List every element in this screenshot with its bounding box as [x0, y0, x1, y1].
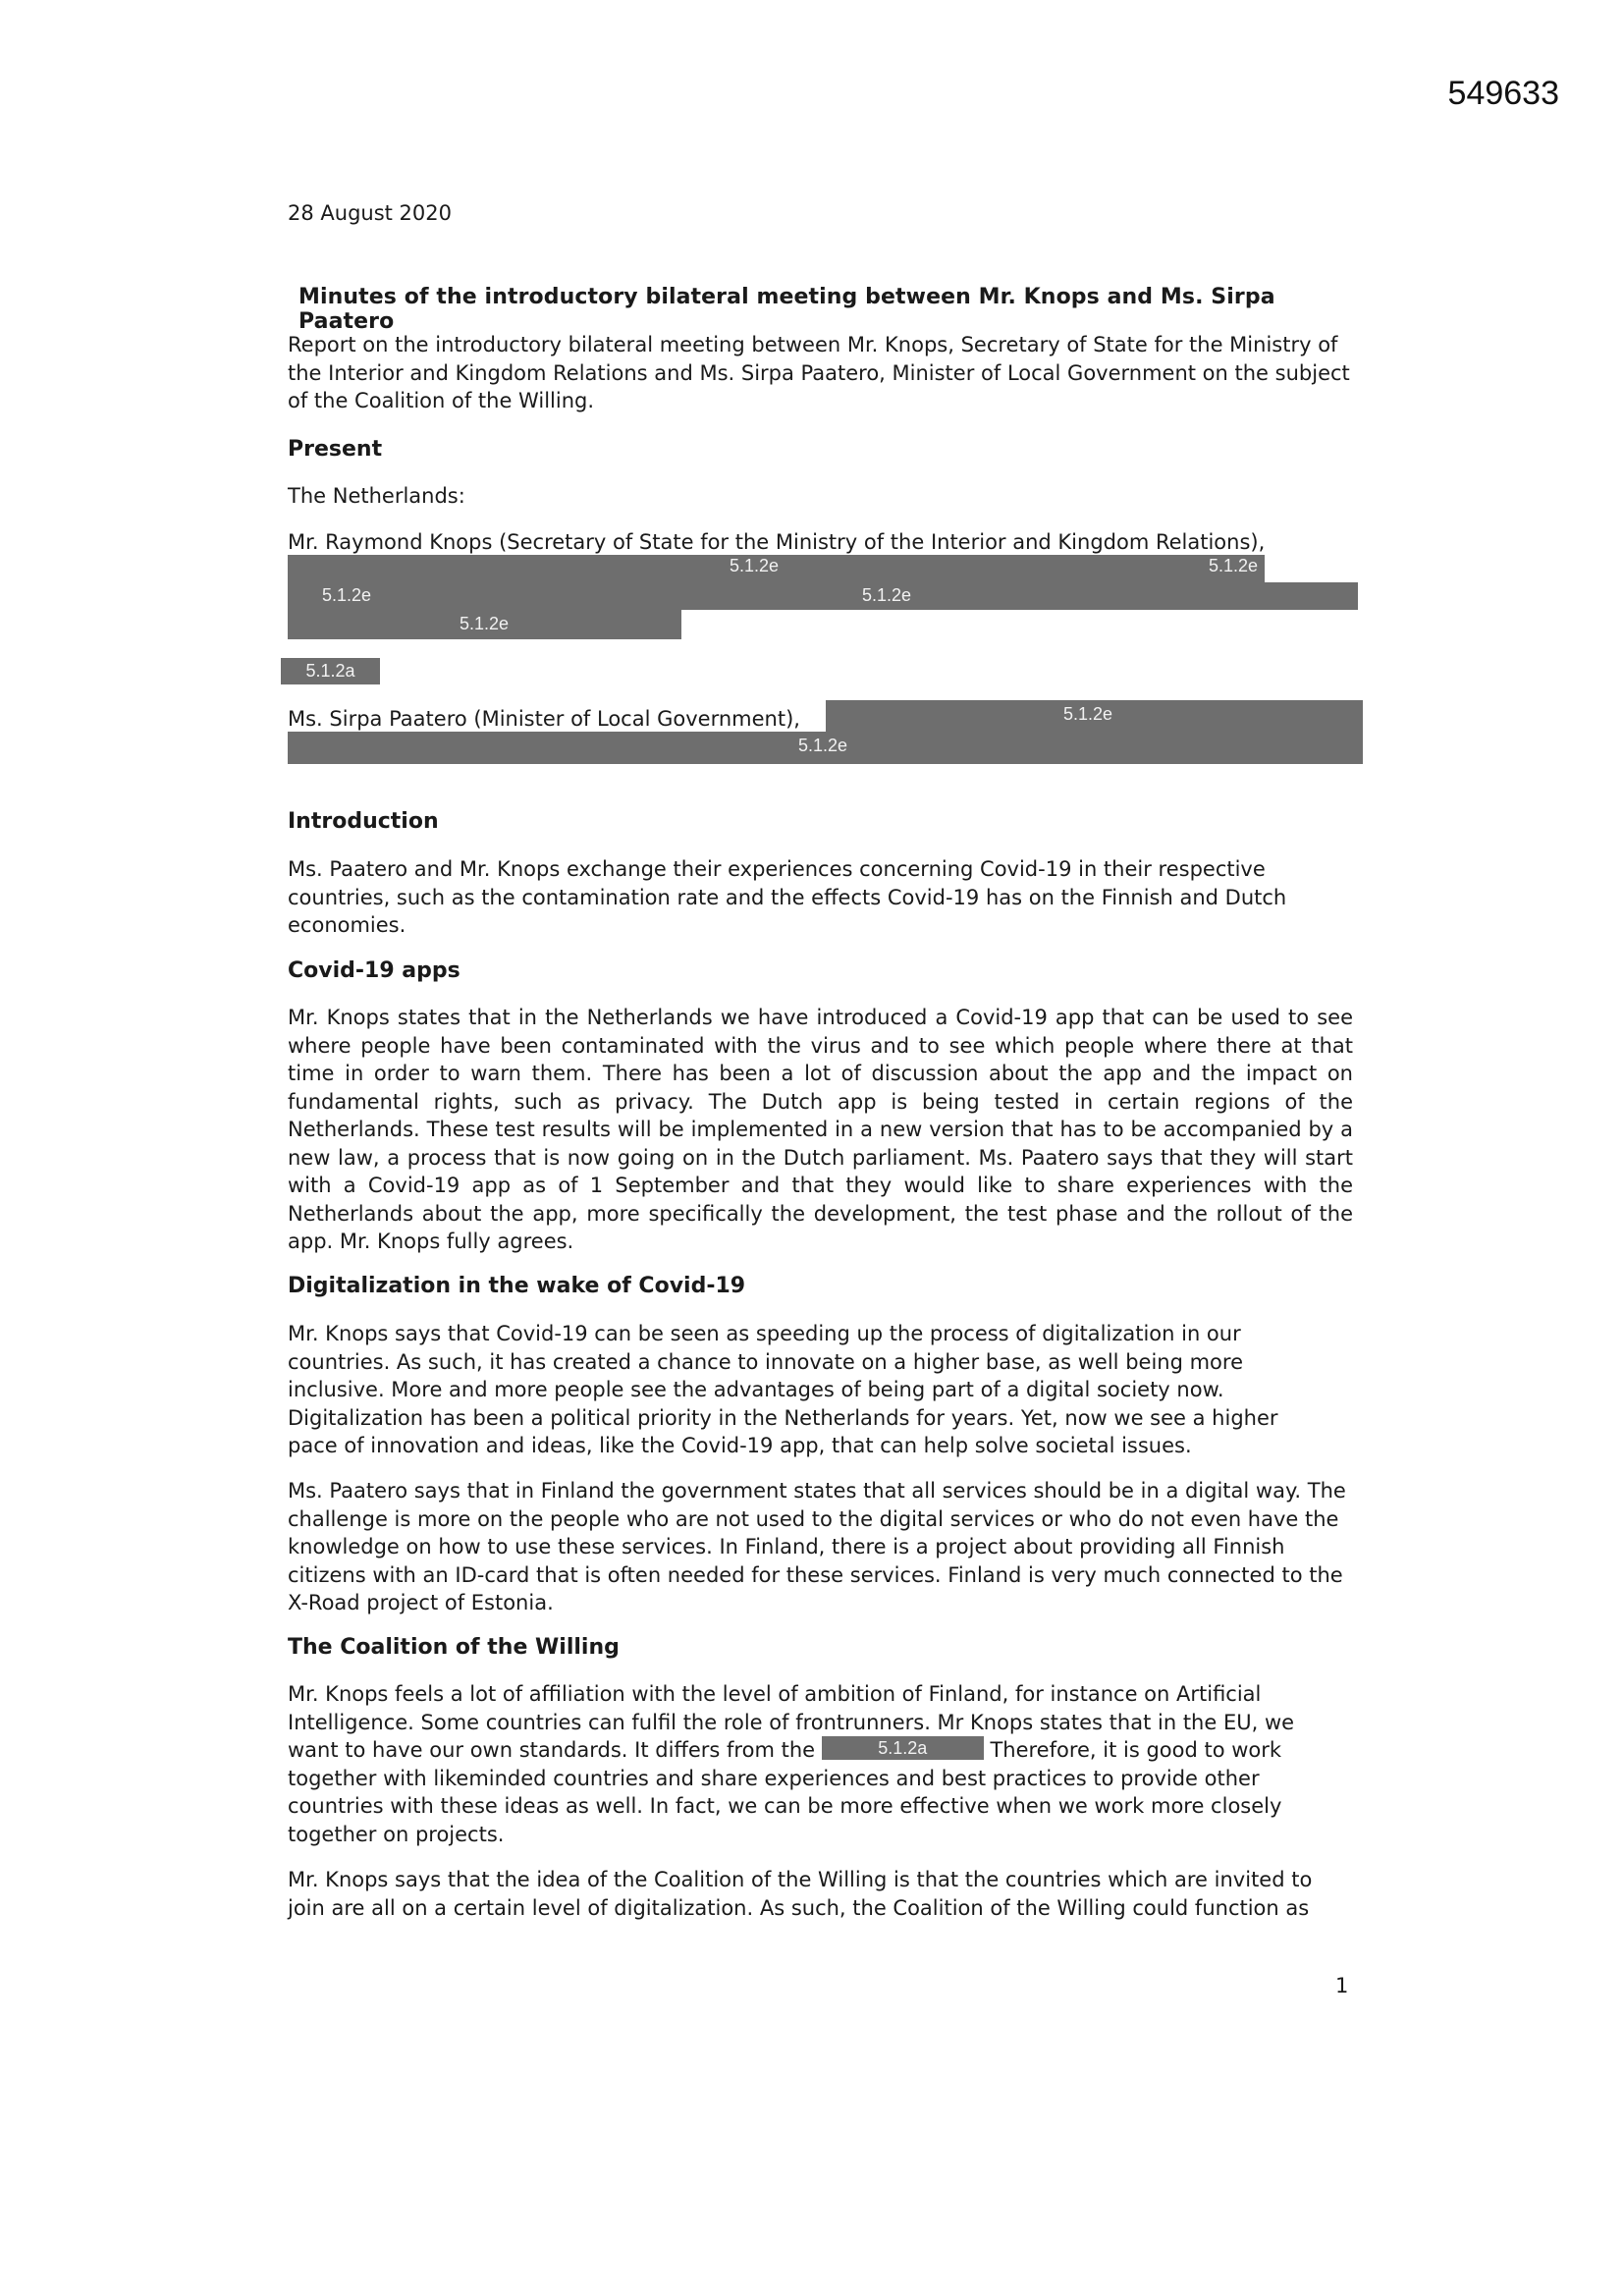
- coalition-text-before: Mr. Knops feels a lot of affiliation with the level of ambition of Finland, for instance on Artificial Intelligence. Some countries can fulfil the role of frontrunners. Mr Knops states that in the EU, we want to have our own standards. It differs from the: [288, 1682, 1295, 1762]
- knops-attendee: Mr. Raymond Knops (Secretary of State for the Ministry of the Interior and Kingdom Relations),: [288, 530, 1266, 554]
- redaction-label: 5.1.2e: [861, 585, 912, 605]
- apps-heading: Covid-19 apps: [288, 958, 460, 983]
- introduction-heading: Introduction: [288, 809, 439, 834]
- coalition-heading: The Coalition of the Willing: [288, 1635, 620, 1660]
- redaction-label: 5.1.2e: [797, 736, 848, 755]
- redaction-label: 5.1.2e: [1062, 704, 1113, 724]
- report-summary: Report on the introductory bilateral meeting between Mr. Knops, Secretary of State for the Ministry of the Interior and Kingdom Relations and Ms. Sirpa Paatero, Minister of Local Government on the subject of the Coalition of the Willing.: [288, 333, 1350, 412]
- coalition-text-2: Mr. Knops says that the idea of the Coalition of the Willing is that the countries which are invited to join are all on a certain level of digitalization. As such, the Coalition of the Willing could function as: [288, 1868, 1313, 1920]
- apps-text: Mr. Knops states that in the Netherlands we have introduced a Covid-19 app that can be used to see where people have been contaminated with the virus and to see which people where there at that time in order to warn them. There has been a lot of discussion about the app and the impact on fundamental rights, such as privacy. The Dutch app is being tested in certain regions of the Netherlands. These test results will be implemented in a new version that has to be accompanied by a new law, a process that is now going on in the Dutch parliament. Ms. Paatero says that they will start with a Covid-19 app as of 1 September and that they would like to share experiences with the Netherlands about the app, more specifically the development, the test phase and the rollout of the app. Mr. Knops fully agrees.: [288, 1006, 1353, 1253]
- redaction-inline: 5.1.2a: [822, 1736, 984, 1760]
- digitalization-text-1: Mr. Knops says that Covid-19 can be seen as speeding up the process of digitalization in our countries. As such, it has created a chance to innovate on a higher base, as well being more inclusive. More and more people see the advantages of being part of a digital society now. Digitalization has been a political priority in the Netherlands for years. Yet, now we see a higher pace of innovation and ideas, like the Covid-19 app, that can help solve societal issues.: [288, 1322, 1278, 1457]
- coalition-text-1: [288, 1680, 1348, 1848]
- page-number: 1: [1335, 1974, 1349, 1997]
- document-title: Minutes of the introductory bilateral meeting between Mr. Knops and Ms. Sirpa Paatero: [298, 285, 1275, 334]
- document-id: 549633: [1447, 75, 1559, 112]
- redaction-block: [288, 582, 1358, 610]
- paatero-attendee: Ms. Sirpa Paatero (Minister of Local Government),: [288, 707, 800, 731]
- redaction-label: 5.1.2e: [729, 556, 780, 575]
- meeting-date: 28 August 2020: [288, 201, 453, 225]
- redaction-block: 5.1.2a: [281, 658, 380, 684]
- coalition-text-after: Therefore, it is good to work together with likeminded countries and share experiences and best practices to provide other countries with these ideas as well. In fact, we can be more effective when we work more closely together on projects.: [288, 1738, 1282, 1846]
- redaction-label: 5.1.2e: [1208, 556, 1259, 575]
- redaction-label: 5.1.2e: [459, 614, 510, 633]
- digitalization-text-2: Ms. Paatero says that in Finland the government states that all services should be in a digital way. The challenge is more on the people who are not used to the digital services or who do not even have the knowledge on how to use these services. In Finland, there is a project about providing all Finnish citizens with an ID-card that is often needed for these services. Finland is very much connected to the X-Road project of Estonia.: [288, 1479, 1346, 1614]
- redaction-label: 5.1.2e: [321, 585, 372, 605]
- present-heading: Present: [288, 437, 383, 462]
- introduction-text: Ms. Paatero and Mr. Knops exchange their experiences concerning Covid-19 in their respective countries, such as the contamination rate and the effects Covid-19 has on the Finnish and Dutch economies.: [288, 857, 1287, 937]
- netherlands-label: The Netherlands:: [288, 484, 465, 508]
- digitalization-heading: Digitalization in the wake of Covid-19: [288, 1274, 746, 1298]
